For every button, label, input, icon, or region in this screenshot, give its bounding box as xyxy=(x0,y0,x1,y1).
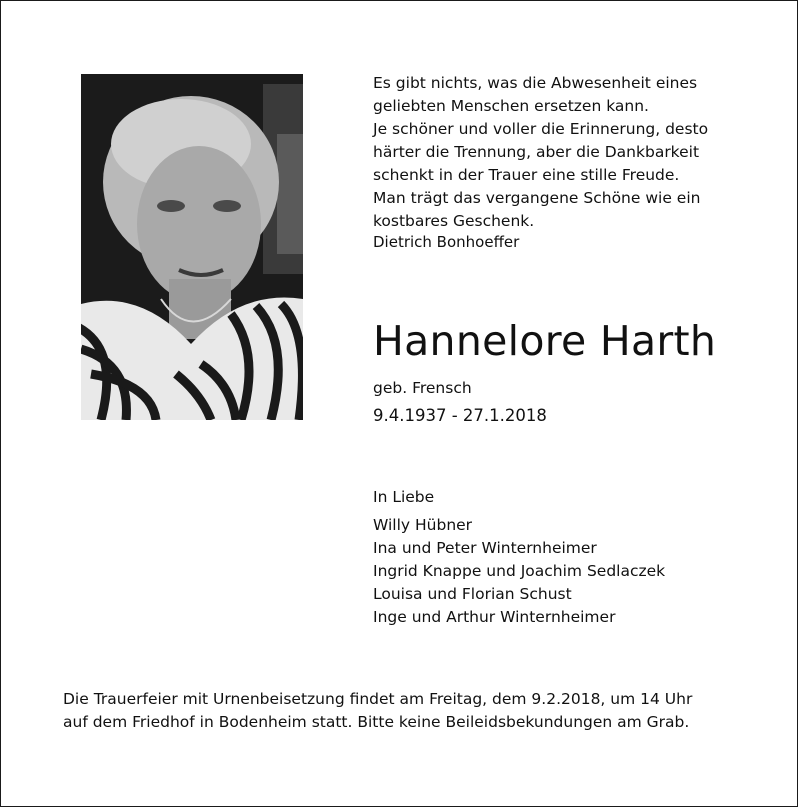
ceremony-line-1: Die Trauerfeier mit Urnenbeisetzung findet am Freitag, dem 9.2.2018, um 14 Uhr xyxy=(63,690,693,708)
poem-line-4: härter die Trennung, aber die Dankbarkeit xyxy=(373,143,700,161)
maiden-name: geb. Frensch xyxy=(373,379,472,397)
poem-line-1: Es gibt nichts, was die Abwesenheit eines xyxy=(373,74,698,92)
mourner-4: Louisa und Florian Schust xyxy=(373,585,572,603)
mourner-5: Inge und Arthur Winternheimer xyxy=(373,608,616,626)
poem-author: Dietrich Bonhoeffer xyxy=(373,233,520,251)
mourner-1: Willy Hübner xyxy=(373,516,473,534)
portrait-photo xyxy=(81,74,303,420)
poem-line-5: schenkt in der Trauer eine stille Freude. xyxy=(373,166,680,184)
life-dates: 9.4.1937 - 27.1.2018 xyxy=(373,406,547,425)
mourner-2: Ina und Peter Winternheimer xyxy=(373,539,597,557)
poem-line-3: Je schöner und voller die Erinnerung, desto xyxy=(373,120,709,138)
poem-line-2: geliebten Menschen ersetzen kann. xyxy=(373,97,649,115)
portrait-illustration xyxy=(81,74,303,420)
ceremony-line-2: auf dem Friedhof in Bodenheim statt. Bitte keine Beileidsbekundungen am Grab. xyxy=(63,713,690,731)
poem-line-6: Man trägt das vergangene Schöne wie ein xyxy=(373,189,701,207)
deceased-name: Hannelore Harth xyxy=(373,317,717,365)
poem-line-7: kostbares Geschenk. xyxy=(373,212,535,230)
mourners-intro: In Liebe xyxy=(373,488,435,506)
mourner-3: Ingrid Knappe und Joachim Sedlaczek xyxy=(373,562,666,580)
